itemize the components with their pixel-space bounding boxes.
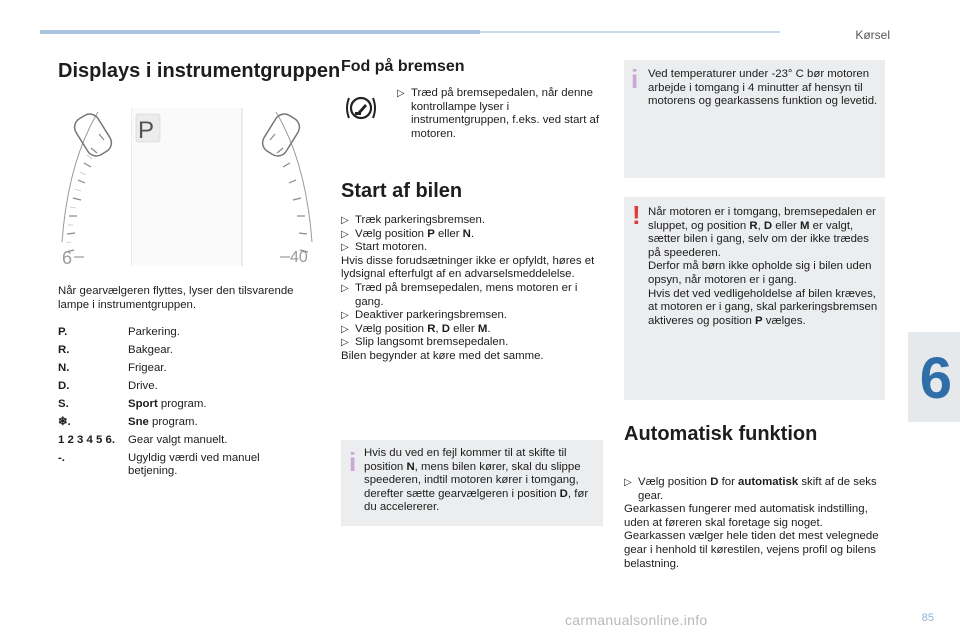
auto-1e: skift af de seks gear. [638,476,877,502]
header-bar [40,30,480,34]
warn-d: D [763,219,773,232]
gear-key: 1 2 3 4 5 6. [58,433,115,446]
gear-desc: Drive. [128,379,158,392]
triangle-bullet-icon: ▷ [341,228,349,240]
start-step-1: Træk parkeringsbremsen. [355,214,485,226]
gear-row-p [58,326,278,340]
start-instructions [341,214,603,364]
start-step-2-n: N [462,227,471,240]
start-heading: Start af bilen [341,180,463,202]
warn-g: er valgt, sætter bilen i gang, selv om der ikke trædes på speederen. [648,219,869,259]
start-step-7-sep: , [435,322,442,335]
warning-text [648,206,880,328]
gear-key: N. [58,361,70,374]
auto-heading: Automatisk funktion [624,423,818,445]
auto-1c: for [718,476,739,488]
display-gear-letter: P [138,117,155,144]
gear-key: P. [58,326,68,338]
temperature-info-text: Ved temperaturer under -23° C bør motoren arbejde i tomgang i 4 minutter af hensyn til motorens og gearkassens funktion og levetid. [648,68,878,108]
gear-intro-text: Når gearvælgeren flyttes, lyser den tilsvarende lampe i instrumentgruppen. [58,285,294,311]
gear-desc-rest: program. [148,415,198,428]
triangle-bullet-icon: ▷ [397,88,405,99]
gear-desc-bold: Sne [128,415,149,428]
start-step-7-d: D [441,322,450,335]
triangle-bullet-icon: ▷ [341,337,349,349]
auto-1a: Vælg position [638,476,711,488]
warn-m: M [800,219,810,232]
gear-row-d [58,380,278,394]
triangle-bullet-icon: ▷ [341,282,349,294]
info-text-d: D [559,487,568,500]
warning-icon: ! [632,200,641,230]
start-step-7-m: M [477,322,488,335]
warn-end: vælges. [762,314,806,327]
triangle-bullet-icon: ▷ [341,242,349,254]
gear-desc [128,398,278,412]
fod-body: Træd på bremsepedalen, når denne kontrollampe lyser i instrumentgruppen, f.eks. ved start af motoren. [411,87,600,140]
auto-description: Gearkassen fungerer med automatisk indstilling, uden at føreren skal foretage sig noget. Gearkassen vælger hele tiden det mest velegnede gear i henhold til kørestilen, vejens profil og bilens belastning. [624,503,879,570]
fod-text [397,87,607,141]
info-icon: i [631,64,639,94]
gear-row-manual [58,434,278,448]
gear-desc: Frigear. [128,361,167,374]
page-number: 85 [921,612,934,624]
gear-key: S. [58,397,69,410]
gear-row-r [58,344,278,358]
info-icon: i [349,447,357,477]
warn-r: R [749,219,758,232]
gear-row-s [58,398,278,412]
foot-on-brake-icon [344,93,378,123]
neutral-info-text [364,447,596,515]
gear-row-snow [58,416,278,430]
gear-desc-rest: program. [157,397,207,410]
fod-heading: Fod på bremsen [341,58,465,75]
start-step-2-or: eller [434,227,463,240]
gear-key: -. [58,451,65,464]
warn-sep: , [757,219,764,232]
auto-text [624,476,886,571]
start-step-5: Træd på bremsepedalen, mens motoren er i gang. [355,281,578,308]
gear-desc: Ugyldig værdi ved manuel betjening. [128,451,260,478]
warn-p: P [755,314,763,327]
info-text-n: N [406,460,415,473]
info-text-c: , mens bilen kører, skal du slippe speederen, indtil motoren kører i tomgang, derefter sætte gearvælgeren i position [364,460,581,500]
start-step-2-p: P [427,227,435,240]
start-step-3: Start motoren. [355,241,428,254]
triangle-bullet-icon: ▷ [341,323,349,335]
warn-i: Hvis det ved vedligeholdelse af bilen kræves, at motoren er i gang, skal parkeringsbremsen aktiveres og position [648,287,878,327]
gear-position-list [58,326,278,483]
gauge-left-number: 6 [62,248,73,266]
chapter-number: 6 [919,346,952,411]
watermark: carmanualsonline.info [565,612,708,628]
gear-key: D. [58,379,70,392]
start-note: Hvis disse forudsætninger ikke er opfyldt, høres et lydsignal efterfulgt af en advarselsmeddelelse. [341,254,595,281]
gear-row-invalid [58,452,278,479]
warn-a: Når motoren er i tomgang, bremsepedalen er sluppet, og position [648,206,876,232]
triangle-bullet-icon: ▷ [341,215,349,226]
start-step-7-r: R [427,322,436,335]
auto-1b: D [710,476,719,488]
gear-key: R. [58,343,70,356]
info-text-a: Hvis du ved en fejl kommer til at skifte til position [364,447,567,473]
start-step-8: Slip langsomt bremsepedalen. [355,336,509,349]
gauge-right-number: 40 [290,249,308,266]
gear-desc: Gear valgt manuelt. [128,433,228,446]
start-step-7-end: . [487,322,491,335]
info-text-e: , før du accelererer. [364,487,589,514]
warn-h: Derfor må børn ikke opholde sig i bilen uden opsyn, når motoren er i gang. [648,260,872,286]
section-label: Kørsel [855,28,890,42]
gear-desc-bold: Sport [128,397,158,410]
start-result: Bilen begynder at køre med det samme. [341,349,544,362]
triangle-bullet-icon: ▷ [341,310,349,322]
start-step-7-or: eller [450,322,478,335]
warn-or: eller [772,219,800,232]
gear-row-n [58,362,278,376]
gear-desc: Bakgear. [128,343,173,356]
gear-key: ❄. [58,415,71,428]
start-step-2: Vælg position [355,227,428,240]
header-bar-thin [480,31,780,33]
start-step-6: Deaktiver parkeringsbremsen. [355,309,507,322]
instrument-cluster-illustration [58,102,316,266]
triangle-bullet-icon: ▷ [624,477,632,488]
start-step-2-end: . [470,227,475,240]
page-title: Displays i instrumentgruppen [58,60,341,82]
gear-desc: Parkering. [128,326,180,338]
auto-1d: automatisk [738,476,799,488]
gear-desc [128,416,278,430]
start-step-7: Vælg position [355,322,428,335]
